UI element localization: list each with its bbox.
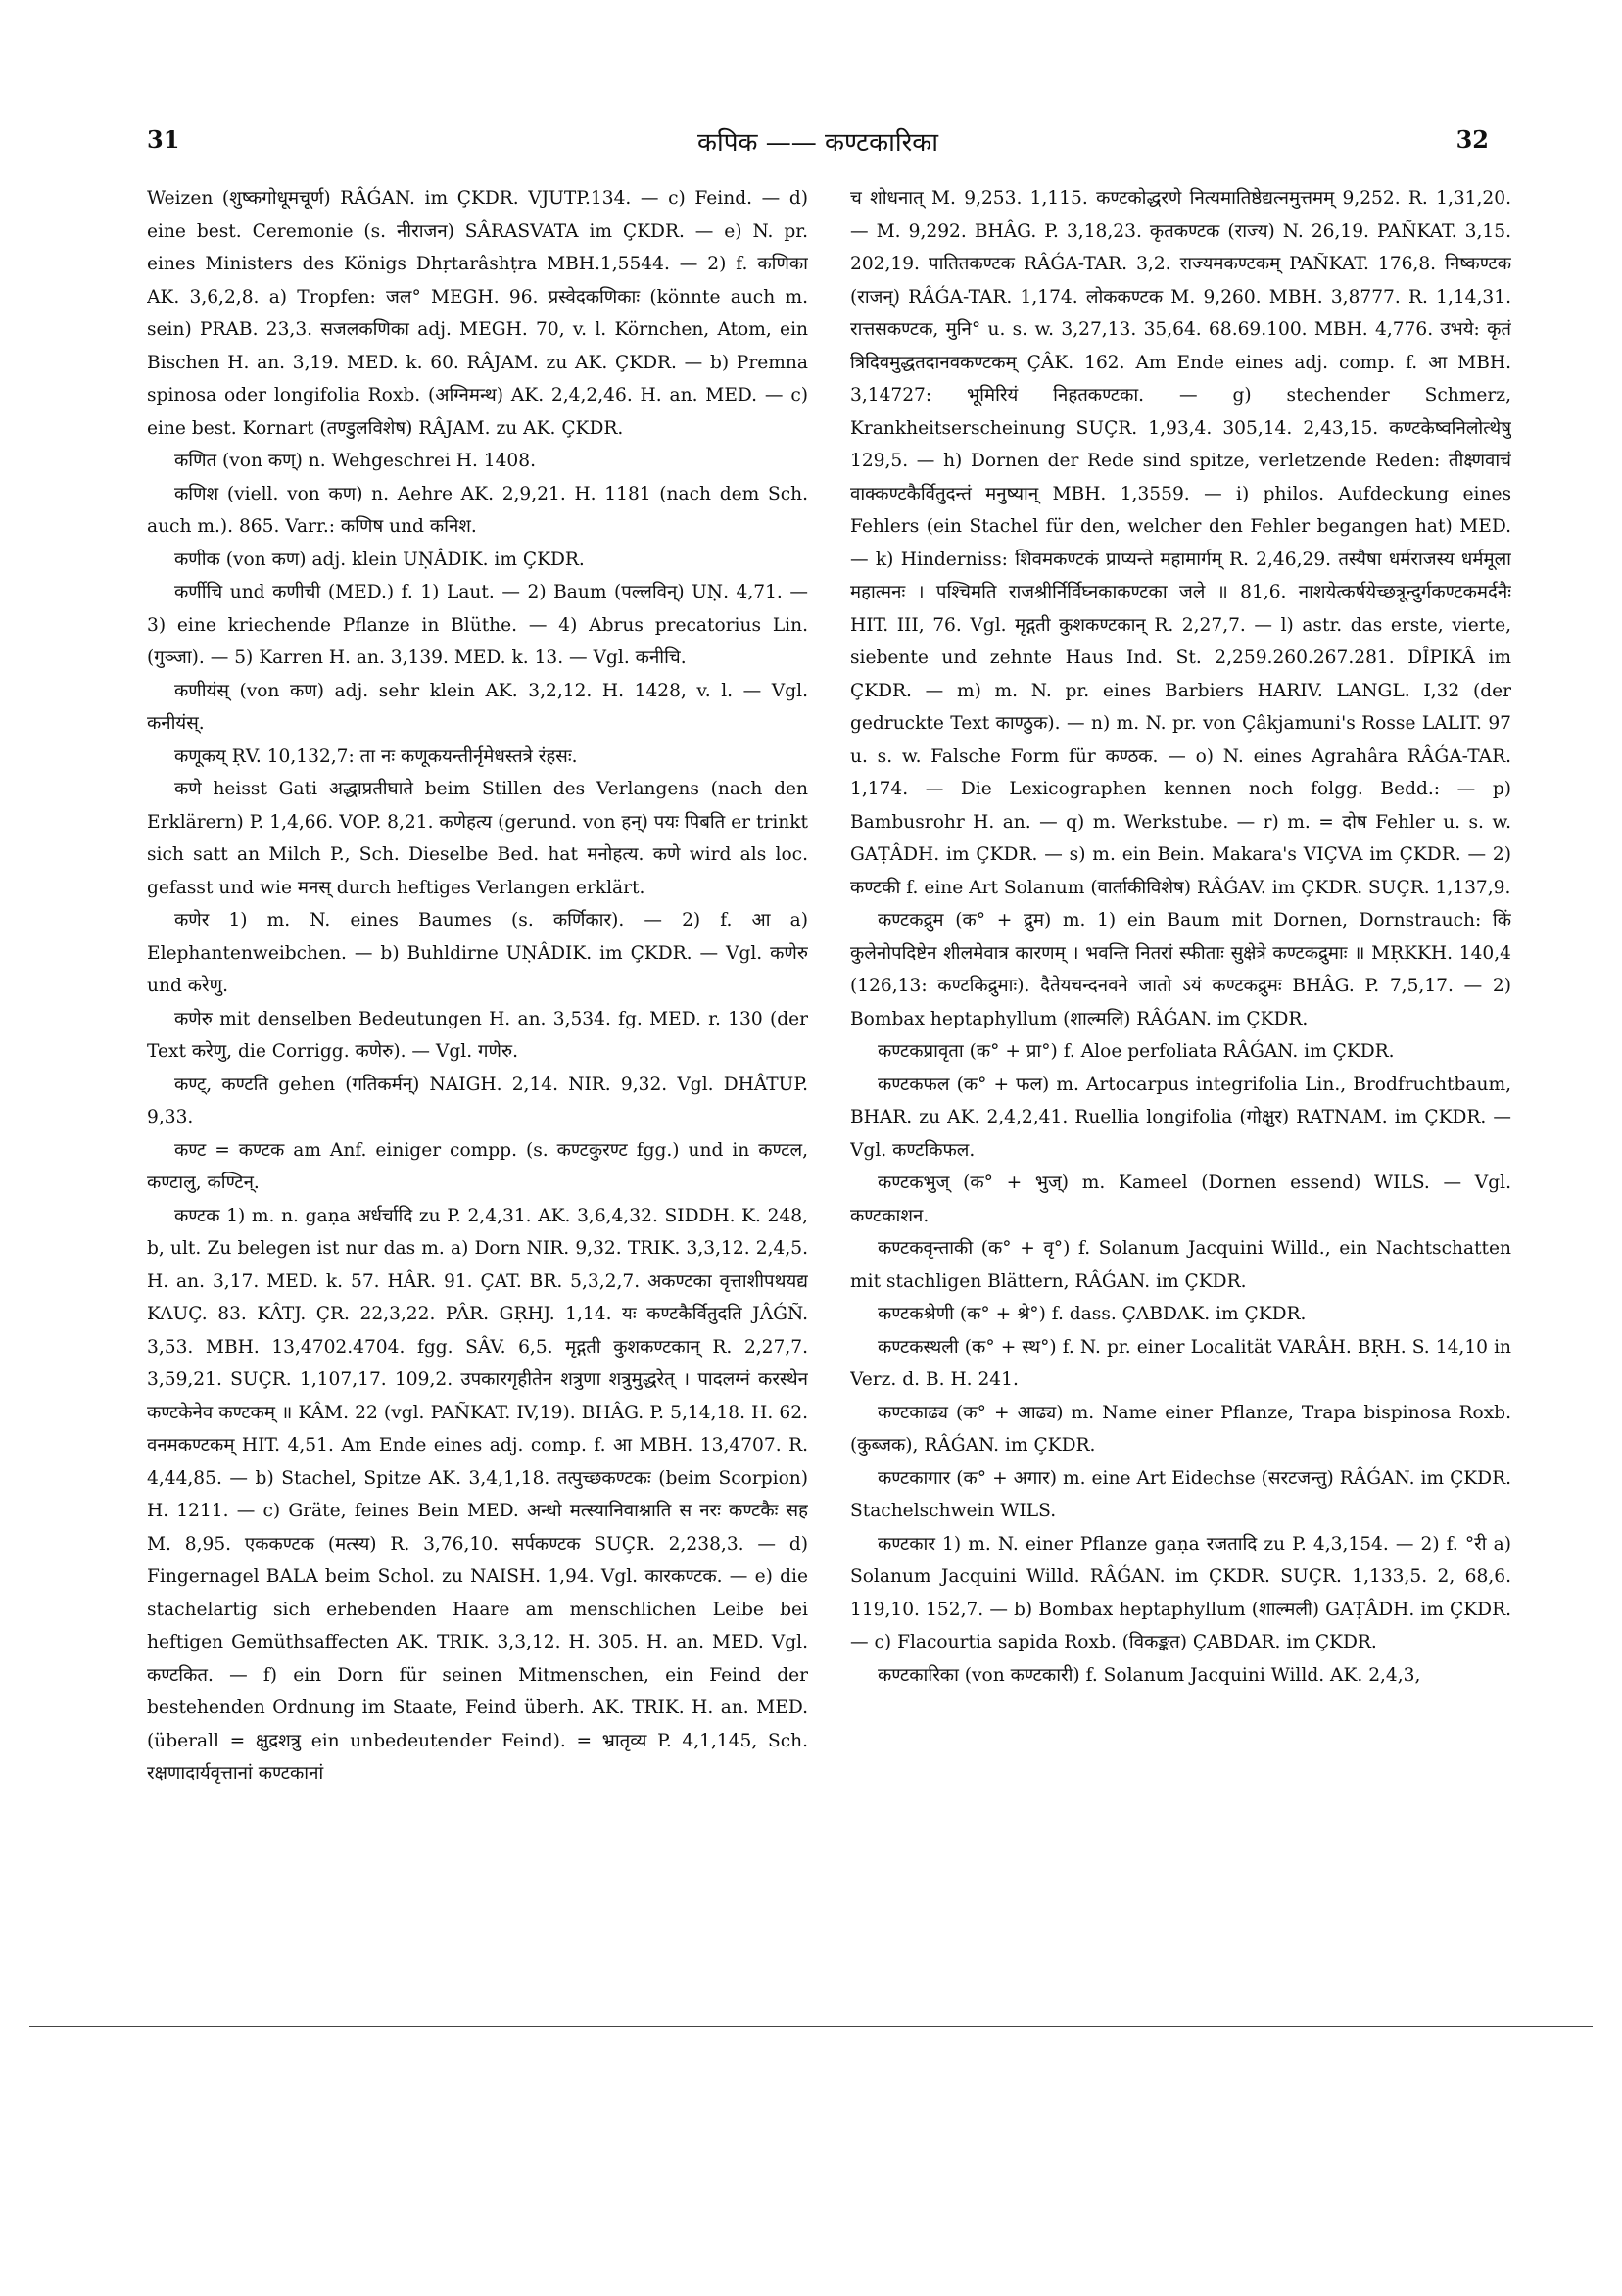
entry: Weizen (शुष्कगोधूमचूर्ण) RÂǴAN. im ÇKDR. VJUTP.134. — c) Feind. — d) eine best. Ceremonie (s. नीराजन) SÂRASVATA im ÇKDR. — e) N. pr. eines Ministers des Königs Dhṛtarâshṭra MBH.1,5544. — 2) f. कणिका AK. 3,6,2,8. a) Tropfen: जल° MEGH. 96. प्रस्वेदकणिकाः (könnte auch m. sein) PRAB. 23,3. सजलकणिका adj. MEGH. 70, v. l. Körnchen, Atom, ein Bischen H. an. 3,19. MED. k. 60. RÂJAM. zu AK. ÇKDR. — b) Premna spinosa oder longifolia Roxb. (अग्निमन्थ) AK. 2,4,2,46. H. an. MED. — c) eine best. Kornart (तण्डुलविशेष) RÂJAM. zu AK. ÇKDR. <box>147 188 808 439</box>
entry: कण्टकद्रुम (क° + द्रुम) m. 1) ein Baum mit Dornen, Dornstrauch: किं कुलेनोपदिष्टेन शीलमेवात्र कारणम् । भवन्ति नितरां स्फीताः सुक्षेत्रे कण्टकद्रुमाः ॥ MṚKKH. 140,4 (126,13: कण्टकिद्रुमाः). दैतेयचन्दनवने जातो ऽयं कण्टकद्रुमः BHÂG. P. 7,5,17. — 2) Bombax heptaphyllum (शाल्मलि) RÂǴAN. im ÇKDR. <box>850 910 1511 1029</box>
entry: कण्टकफल (क° + फल) m. Artocarpus integrifolia Lin., Brodfruchtbaum, BHAR. zu AK. 2,4,2,41. Ruellia longifolia (गोक्षुर) RATNAM. im ÇKDR. — Vgl. कण्टकिफल. <box>850 1074 1511 1161</box>
page-header <box>147 125 1489 165</box>
entry: कणीयंस् (von कण) adj. sehr klein AK. 3,2,12. H. 1428, v. l. — Vgl. कनीयंस्. <box>147 680 808 734</box>
entry: च शोधनात् M. 9,253. 1,115. कण्टकोद्धरणे नित्यमातिष्ठेद्यत्नमुत्तमम् 9,252. R. 1,31,20. — M. 9,292. BHÂG. P. 3,18,23. कृतकण्टक (राज्य) N. 26,19. PAÑKAT. 3,15. 202,19. पातितकण्टक RÂǴA-TAR. 3,2. राज्यमकण्टकम् PAÑKAT. 176,8. निष्कण्टक (राजन्) RÂǴA-TAR. 1,174. लोककण्टक M. 9,260. MBH. 3,8777. R. 1,14,31. रात्तसकण्टक, मुनि° u. s. w. 3,27,13. 35,64. 68.69.100. MBH. 4,776. उभये: कृतं त्रिदिवमुद्धतदानवकण्टकम् ÇÂK. 162. Am Ende eines adj. comp. f. आ MBH. 3,14727: भूमिरियं निहतकण्टका. — g) stechender Schmerz, Krankheitserscheinung SUÇR. 1,93,4. 305,14. 2,43,15. कण्टकेष्वनिलोत्थेषु 129,5. — h) Dornen der Rede sind spitze, verletzende Reden: तीक्ष्णवाचं वाक्कण्टकैर्वितुदन्तं मनुष्यान् MBH. 1,3559. — i) philos. Aufdeckung eines Fehlers (ein Stachel für den, welcher den Fehler begangen hat) MED. — k) Hinderniss: शिवमकण्टकं प्राप्यन्ते महामार्गम् R. 2,46,29. तस्यैषा धर्मराजस्य धर्ममूला महात्मनः । पश्चिमति राजश्रीर्निर्विघ्नकाकण्टका जले ॥ 81,6. नाशयेत्कर्षयेच्छत्रून्दुर्गकण्टकमर्दनैः HIT. III, 76. Vgl. मृद्गती कुशकण्टकान् R. 2,27,7. — l) astr. das erste, vierte, siebente und zehnte Haus Ind. St. 2,259.260.267.281. DÎPIKÂ im ÇKDR. — m) m. N. pr. eines Barbiers HARIV. LANGL. I,32 (der gedruckte Text काण्ठुक). — n) m. N. pr. von Çâkjamuni's Rosse LALIT. 97 u. s. w. Falsche Form für कण्ठक. — o) N. eines Agrahâra RÂǴA-TAR. 1,174. — Die Lexicographen kennen noch folgg. Bedd.: — p) Bambusrohr H. an. — q) m. Werkstube. — r) m. = दोष Fehler u. s. w. GAṬÂDH. im ÇKDR. — s) m. ein Bein. Makara's VIÇVA im ÇKDR. — 2) कण्टकी f. eine Art Solanum (वार्ताकीविशेष) RÂǴAV. im ÇKDR. SUÇR. 1,137,9. <box>850 188 1511 898</box>
page-number-right: 32 <box>1455 125 1489 154</box>
footer-rule <box>29 2026 1593 2027</box>
entry: कणिश (viell. von कण) n. Aehre AK. 2,9,21. H. 1181 (nach dem Sch. auch m.). 865. Varr.: कणिष und कनिश. <box>147 483 808 537</box>
entry: कण्टकस्थली (क° + स्थ°) f. N. pr. einer Localität VARÂH. BṚH. S. 14,10 in Verz. d. B. H. 241. <box>850 1336 1511 1390</box>
entry: कण्टकागार (क° + अगार) m. eine Art Eidechse (सरटजन्तु) RÂǴAN. im ÇKDR. Stachelschwein WILS. <box>850 1467 1511 1521</box>
entry: कणित (von कण्) n. Wehgeschrei H. 1408. <box>174 451 536 471</box>
right-column <box>850 182 1511 1965</box>
entry: कण्टकार 1) m. N. einer Pflanze gaṇa रजतादि zu P. 4,3,154. — 2) f. °री a) Solanum Jacquini Willd. RÂǴAN. im ÇKDR. SUÇR. 1,133,5. 2, 68,6. 119,10. 152,7. — b) Bombax heptaphyllum (शाल्मली) GAṬÂDH. im ÇKDR. — c) Flacourtia sapida Roxb. (विकङ्कत) ÇABDAR. im ÇKDR. <box>850 1533 1511 1652</box>
entry: कणीक (von कण) adj. klein UṆÂDIK. im ÇKDR. <box>174 549 585 570</box>
entry: कण्ट्, कण्टति gehen (गतिकर्मन्) NAIGH. 2,14. NIR. 9,32. Vgl. DHÂTUP. 9,33. <box>147 1074 808 1127</box>
page-number-left: 31 <box>147 125 180 154</box>
left-column <box>147 182 808 1965</box>
entry: कण्टकश्रेणी (क° + श्रे°) f. dass. ÇABDAK. im ÇKDR. <box>878 1304 1307 1324</box>
entry: कण्ट = कण्टक am Anf. einiger compp. (s. कण्टकुरण्ट fgg.) und in कण्टल, कण्टालु, कण्टिन्. <box>147 1139 808 1193</box>
entry: कणूकय् ṚV. 10,132,7: ता नः कणूकयन्तीर्नृमेधस्तत्रे रंहसः. <box>174 745 578 767</box>
entry: कण्टकभुज् (क° + भुज्) m. Kameel (Dornen essend) WILS. — Vgl. कण्टकाशन. <box>850 1172 1511 1226</box>
entry: कण्टकप्रावृता (क° + प्रा°) f. Aloe perfoliata RÂǴAN. im ÇKDR. <box>878 1041 1395 1062</box>
running-head: कपिक —— कण्टकारिका <box>697 128 938 158</box>
entry: कर्णीचि und कणीची (MED.) f. 1) Laut. — 2) Baum (पल्लविन्) UṆ. 4,71. — 3) eine kriechende Pflanze in Blüthe. — 4) Abrus precatorius Lin. (गुञ्जा). — 5) Karren H. an. 3,139. MED. k. 13. — Vgl. कनीचि. <box>147 582 808 668</box>
entry: कण्टकारिका (von कण्टकारी) f. Solanum Jacquini Willd. AK. 2,4,3, <box>878 1664 1421 1686</box>
entry: कण्टकाढ्य (क° + आढ्य) m. Name einer Pflanze, Trapa bispinosa Roxb. (कुब्जक), RÂǴAN. im ÇKDR. <box>850 1402 1511 1456</box>
entry: कण्टक 1) m. n. gaṇa अर्धर्चादि zu P. 2,4,31. AK. 3,6,4,32. SIDDH. K. 248, b, ult. Zu belegen ist nur das m. a) Dorn NIR. 9,32. TRIK. 3,3,12. 2,4,5. H. an. 3,17. MED. k. 57. HÂR. 91. ÇAT. BR. 5,3,2,7. अकण्टका वृत्ताशीपथयद्य KAUÇ. 83. KÂTJ. ÇR. 22,3,22. PÂR. GṚHJ. 1,14. यः कण्टकैर्वितुदति JÂǴÑ. 3,53. MBH. 13,4702.4704. fgg. SÂV. 6,5. मृद्गती कुशकण्टकान् R. 2,27,7. 3,59,21. SUÇR. 1,107,17. 109,2. उपकारगृहीतेन शत्रुणा शत्रुमुद्धरेत् । पादलग्नं करस्थेन कण्टकेनेव कण्टकम् ॥ KÂM. 22 (vgl. PAÑKAT. IV,19). BHÂG. P. 5,14,18. H. 62. वनमकण्टकम् HIT. 4,51. Am Ende eines adj. comp. f. आ MBH. 13,4707. R. 4,44,85. — b) Stachel, Spitze AK. 3,4,1,18. तत्पुच्छकण्टकः (beim Scorpion) H. 1211. — c) Gräte, feines Bein MED. अन्धो मत्स्यानिवाश्नाति स नरः कण्टकैः सह M. 8,95. एककण्टक (मत्स्य) R. 3,76,10. सर्पकण्टक SUÇR. 2,238,3. — d) Fingernagel BALA beim Schol. zu NAISH. 1,94. Vgl. कारकण्टक. — e) die stachelartig sich erhebenden Haare am menschlichen Leibe bei heftigen Gemüthsaffecten AK. TRIK. 3,3,12. H. 305. H. an. MED. Vgl. कण्टकित. — f) ein Dorn für seinen Mitmenschen, ein Feind der bestehenden Ordnung im Staate, Feind überh. AK. TRIK. H. an. MED. (überall = क्षुद्रशत्रु ein unbedeutender Feind). = भ्रातृव्य P. 4,1,145, Sch. रक्षणादार्यवृत्तानां कण्टकानां <box>147 1205 808 1784</box>
entry: कणेरु mit denselben Bedeutungen H. an. 3,534. fg. MED. r. 130 (der Text करेणु, die Corrigg. कणेरु). — Vgl. गणेरु. <box>147 1008 808 1062</box>
entry: कणे heisst Gati अद्धाप्रतीघाते beim Stillen des Verlangens (nach den Erklärern) P. 1,4,66. VOP. 8,21. कणेहत्य (gerund. von हन्) पयः पिबति er trinkt sich satt an Milch P., Sch. Dieselbe Bed. hat मनोहत्य. कणे wird als loc. gefasst und wie मनस् durch heftiges Verlangen erklärt. <box>147 779 808 898</box>
entry: कणेर 1) m. N. eines Baumes (s. कर्णिकार). — 2) f. आ a) Elephantenweibchen. — b) Buhldirne UṆÂDIK. im ÇKDR. — Vgl. कणेरु und करेणु. <box>147 910 808 996</box>
entry: कण्टकवृन्ताकी (क° + वृ°) f. Solanum Jacquini Willd., ein Nachtschatten mit stachligen Blättern, RÂǴAN. im ÇKDR. <box>850 1238 1511 1292</box>
